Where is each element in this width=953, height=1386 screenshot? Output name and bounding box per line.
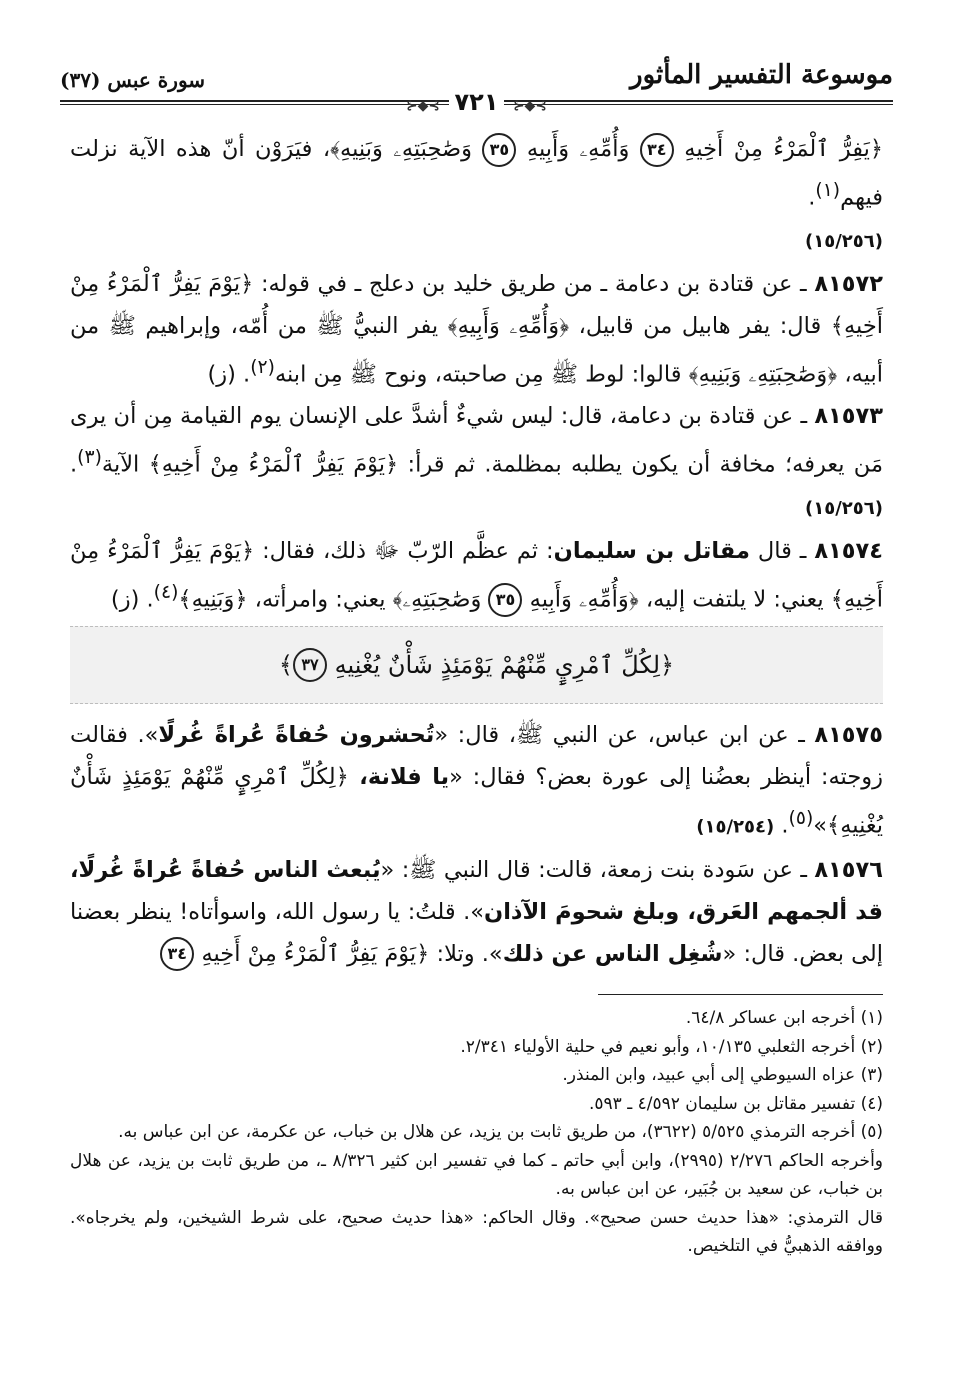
paragraph-text: ـ عن ابن عباس، عن النبي ﷺ، قال: « [434, 722, 815, 748]
ornament-right-icon: ⊱◆⊰ [405, 98, 441, 114]
footnote-3: (٣) عزاه السيوطي إلى أبي عبيد، وابن المنذر. [562, 1065, 883, 1085]
paragraph-text: ـ عن قتادة بن دعامة ـ من طريق خليد بن دعلج ـ في قوله: [253, 270, 815, 297]
footnote-5: (٥) أخرجه الترمذي ٥/٥٢٥ (٣٦٢٢)، من طريق ثابت بن يزيد، عن هلال بن خباب، عن عكرمة، عن ابن عباس به. [118, 1122, 883, 1142]
quran-quote: ﴿وَأُمِّهِۦ وَأَبِيهِ﴾ [447, 312, 570, 339]
verse-heading-close: ﴾ [278, 651, 293, 679]
paragraph-text: . (ز) [110, 586, 154, 612]
paragraph-text: ـ عن قتادة بن دعامة، قال: ليس شيءٌ أشدَّ على الإنسان يوم القيامة مِن أن يرى مَن يعرفه؛ مخافة أن يكون يطلبه بمظلمة. ثم قرأ: [70, 403, 883, 478]
ayah-marker: ٣٧ [293, 648, 327, 682]
paragraph-text: : ثم عظَّم الرّبّ ﷻ ذلك، فقال: [254, 537, 554, 564]
entry-81576 [70, 849, 883, 975]
volume-reference: (١٥/٢٥٦) [805, 497, 883, 519]
paragraph-text: الآية [101, 451, 149, 478]
hadith-text: شُغِل الناس عن ذلك [502, 940, 723, 967]
ayah-marker: ٣٤ [640, 133, 674, 167]
ayah-marker: ٣٥ [488, 583, 522, 617]
paragraph-text: . (ز) [207, 361, 251, 387]
paragraph-text: ». فقالت زوجته: أينظر بعضُنا إلى عورة بعض؟ فقال: « [70, 722, 883, 790]
entry-number: ٨١٥٧٥ [814, 722, 884, 748]
entry-81573 [70, 395, 883, 530]
paragraph-text: . [70, 451, 78, 478]
entry-number: ٨١٥٧٢ [814, 270, 883, 297]
quran-quote: ﴿يَوْمَ يَفِرُّ ٱلْمَرْءُ مِنْ أَخِيهِ﴾ [148, 451, 399, 478]
paragraph-text: يعني: لا يلتفت إليه، [638, 586, 831, 612]
paragraph-text: قال: يفر هابيل من قابيل، [569, 312, 831, 339]
paragraph-text: يفر النبيُّ ﷺ من أُمّه، وإبراهيم ﷺ من أبيه، [70, 312, 883, 387]
hadith-text: يا فلانة، [348, 764, 450, 790]
book-title: موسوعة التفسير المأثور [630, 60, 893, 90]
footnote-ref: (٢) [250, 356, 275, 378]
entry-number: ٨١٥٧٤ [814, 537, 883, 564]
hadith-text: يُبعث الناس حُفاةً عُراةً غُرلًا، قد ألجمهم العَرق، وبلغ شحومَ الآذان [70, 856, 884, 925]
quran-quote: ﴿يَوْمَ يَفِرُّ ٱلْمَرْءُ مِنْ أَخِيهِ [201, 940, 430, 967]
quran-quote: وَصَٰحِبَتِهِۦ وَبَنِيهِ﴾ [330, 136, 472, 162]
ornament-left-icon: ⊱◆⊰ [512, 98, 548, 114]
page-header [60, 58, 893, 116]
ayah-marker: ٣٤ [160, 937, 194, 971]
quran-quote: ﴿يَوْمَ يَفِرُّ ٱلْمَرْءُ مِنْ أَخِيهِ﴾ [70, 537, 883, 612]
paragraph-text: ـ عن سَودة بنت زمعة، قالت: قال النبي ﷺ: « [380, 856, 815, 883]
paragraph-text: . [808, 184, 816, 211]
paragraph-text: ، فيَرَوْن أنّ هذه الآية نزلت فيهم [70, 136, 883, 211]
footnotes [70, 1004, 883, 1261]
entry-number: ٨١٥٧٣ [814, 403, 883, 429]
quran-quote: ﴿وَأُمِّهِۦ وَأَبِيهِ [529, 586, 639, 612]
footnote-separator [598, 994, 883, 995]
quran-quote: ﴿يَفِرُّ ٱلْمَرْءُ مِنْ أَخِيهِ [684, 136, 884, 162]
volume-reference: (١٥/٢٥٤) [696, 816, 775, 838]
ayah-marker: ٣٥ [482, 133, 516, 167]
verse-heading-text: ﴿لِكُلِّ ٱمْرِيٍٕ مِّنْهُمْ يَوْمَئِذٍ شَأْنٌ يُغْنِيهِ [334, 651, 675, 679]
quran-quote: وَصَٰحِبَتِهِۦ﴾ [392, 586, 482, 612]
footnote-5-cont: قال الترمذي: «هذا حديث حسن صحيح». وقال الحاكم: «هذا حديث صحيح، على شرط الشيخين، ولم يخرجاه». ووافقه الذهبيُّ في التلخيص. [70, 1207, 883, 1256]
verse-heading-box [70, 626, 883, 704]
footnote-4: (٤) تفسير مقاتل بن سليمان ٤/٥٩٢ ـ ٥٩٣. [589, 1093, 883, 1114]
page-number: ٧٢١ [449, 88, 505, 116]
paragraph-text: » [813, 812, 828, 839]
paragraph-text: ». وتلا: [429, 940, 503, 967]
paragraph-text: . [774, 812, 789, 839]
quran-quote: ﴿لِكُلِّ ٱمْرِيٍٕ مِّنْهُمْ يَوْمَئِذٍ شَأْنٌ يُغْنِيهِ﴾ [70, 764, 883, 839]
footnote-2: (٢) أخرجه الثعلبي ١٠/١٣٥، وأبو نعيم في حلية الأولياء ٢/٣٤١. [460, 1036, 883, 1057]
footnote-ref: (١) [815, 180, 841, 201]
paragraph-text: قالوا: لوط ﷺ مِن صاحبته، ونوح ﷺ مِن ابنه [274, 361, 689, 387]
volume-reference: (١٥/٢٥٦) [805, 230, 883, 252]
surah-label: سورة عبس (٣٧) [60, 68, 206, 92]
quran-quote: وَأُمِّهِۦ وَأَبِيهِ [526, 136, 630, 162]
main-text [70, 128, 883, 975]
quran-quote: ﴿يَوْمَ يَفِرُّ ٱلْمَرْءُ مِنْ أَخِيهِ﴾ [70, 270, 883, 339]
paragraph-text: ». قلتُ: يا رسول الله، واسوأتاه! ينظر بعضنا إلى بعض. قال: « [70, 898, 883, 967]
entry-81574 [70, 530, 883, 621]
footnote-1: (١) أخرجه ابن عساكر ٦٤/٨. [685, 1008, 883, 1028]
paragraph-text: ـ قال [749, 537, 815, 564]
footnote-ref: (٥) [788, 808, 814, 829]
quran-quote: ﴿وَبَنِيهِ﴾ [178, 586, 248, 612]
entry-number: ٨١٥٧٦ [814, 856, 883, 883]
hadith-text: تُحشرون حُفاةً عُراةً غُرلًا [158, 722, 435, 748]
paragraph-continuation [70, 128, 883, 263]
page-number-wrap [60, 88, 893, 116]
paragraph-text: يعني: وامرأته، [247, 586, 393, 612]
entry-81572 [70, 263, 883, 396]
footnote-ref: (٤) [153, 581, 179, 603]
footnote-5-cont: وأخرجه الحاكم ٢/٢٧٦ (٢٩٩٥)، وابن أبي حاتم ـ كما في تفسير ابن كثير ٨/٣٢٦ ـ، من طريق ثابت بن يزيد، عن هلال بن خباب، عن سعيد بن جُبَير، عن ابن عباس به. [70, 1150, 883, 1199]
author-name: مقاتل بن سليمان [553, 537, 750, 564]
quran-quote: ﴿وَصَٰحِبَتِهِۦ وَبَنِيهِ﴾ [688, 361, 838, 387]
entry-81575 [70, 714, 883, 849]
footnote-ref: (٣) [77, 447, 102, 468]
